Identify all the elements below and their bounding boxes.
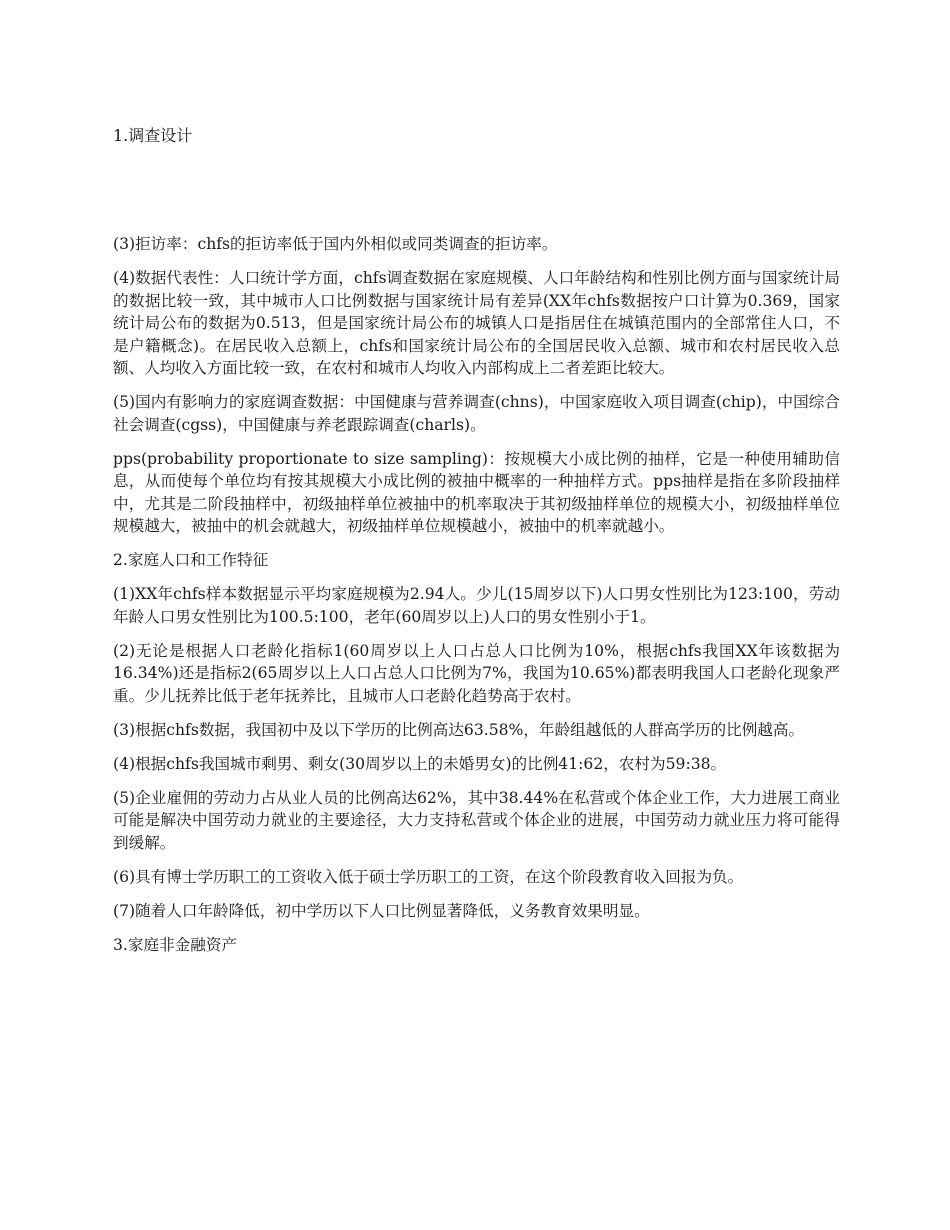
paragraph-doctorate-wages: (6)具有博士学历职工的工资收入低于硕士学历职工的工资，在这个阶段教育收入回报为负。 [113, 867, 744, 886]
paragraph-compulsory-education: (7)随着人口年龄降低，初中学历以下人口比例显著降低，义务教育效果明显。 [113, 901, 650, 920]
paragraph-employment: (5)企业雇佣的劳动力占从业人员的比例高达62%，其中38.44%在私营或个体企业工作，大力进展工商业可能是解决中国劳动力就业的主要途径，大力支持私营或个体企业的进展，中国劳动力就业压力将可能得到缓解。 [113, 788, 840, 852]
paragraph-household-size: (1)XX年chfs样本数据显示平均家庭规模为2.94人。少儿(15周岁以下)人口男女性别比为123:100，劳动年龄人口男女性别比为100.5:100，老年(60周岁以上)人口的男女性别小于1。 [113, 585, 840, 626]
paragraph-aging: (2)无论是根据人口老龄化指标1(60周岁以上人口占总人口比例为10%，根据chfs我国XX年该数据为16.34%)还是指标2(65周岁以上人口占总人口比例为7%，我国为10.65%)都表明我国人口老龄化现象严重。少儿抚养比低于老年抚养比，且城市人口老龄化趋势高于农村。 [113, 641, 840, 705]
paragraph-pps-sampling: pps(probability proportionate to size sampling)：按规模大小成比例的抽样，它是一种使用辅助信息，从而使每个单位均有按其规模大小成比例的被抽中概率的一种抽样方式。pps抽样是指在多阶段抽样中，尤其是二阶段抽样中，初级抽样单位被抽中的机率取决于其初级抽样单位的规模大小，初级抽样单位规模越大，被抽中的机会就越大，初级抽样单位规模越小，被抽中的机率就越小。 [113, 449, 840, 535]
document-body [113, 125, 840, 968]
blank-space [113, 147, 840, 233]
section-heading-household-population: 2.家庭人口和工作特征 [113, 551, 269, 569]
section-heading-non-financial-assets: 3.家庭非金融资产 [113, 935, 238, 954]
paragraph-unmarried-ratio: (4)根据chfs我国城市剩男、剩女(30周岁以上的未婚男女)的比例41:62，农村为59:38。 [113, 754, 727, 773]
paragraph-domestic-surveys: (5)国内有影响力的家庭调查数据：中国健康与营养调查(chns)，中国家庭收入项目调查(chip)，中国综合社会调查(cgss)，中国健康与养老跟踪调查(charls)。 [113, 393, 840, 434]
paragraph-data-representativeness: (4)数据代表性：人口统计学方面，chfs调查数据在家庭规模、人口年龄结构和性别比例方面与国家统计局的数据比较一致，其中城市人口比例数据与国家统计局有差异(XX年chfs数据按户口计算为0.369，国家统计局公布的数据为0.513，但是国家统计局公布的城镇人口是指居住在城镇范围内的全部常住人口，不是户籍概念)。在居民收入总额上，chfs和国家统计局公布的全国居民收入总额、城市和农村居民收入总额、人均收入方面比较一致，在农村和城市人均收入内部构成上二者差距比较大。 [113, 269, 840, 377]
paragraph-education: (3)根据chfs数据，我国初中及以下学历的比例高达63.58%，年龄组越低的人群高学历的比例越高。 [113, 720, 805, 739]
section-heading-survey-design: 1.调查设计 [113, 126, 193, 145]
paragraph-refusal-rate: (3)拒访率：chfs的拒访率低于国内外相似或同类调查的拒访率。 [113, 235, 558, 253]
